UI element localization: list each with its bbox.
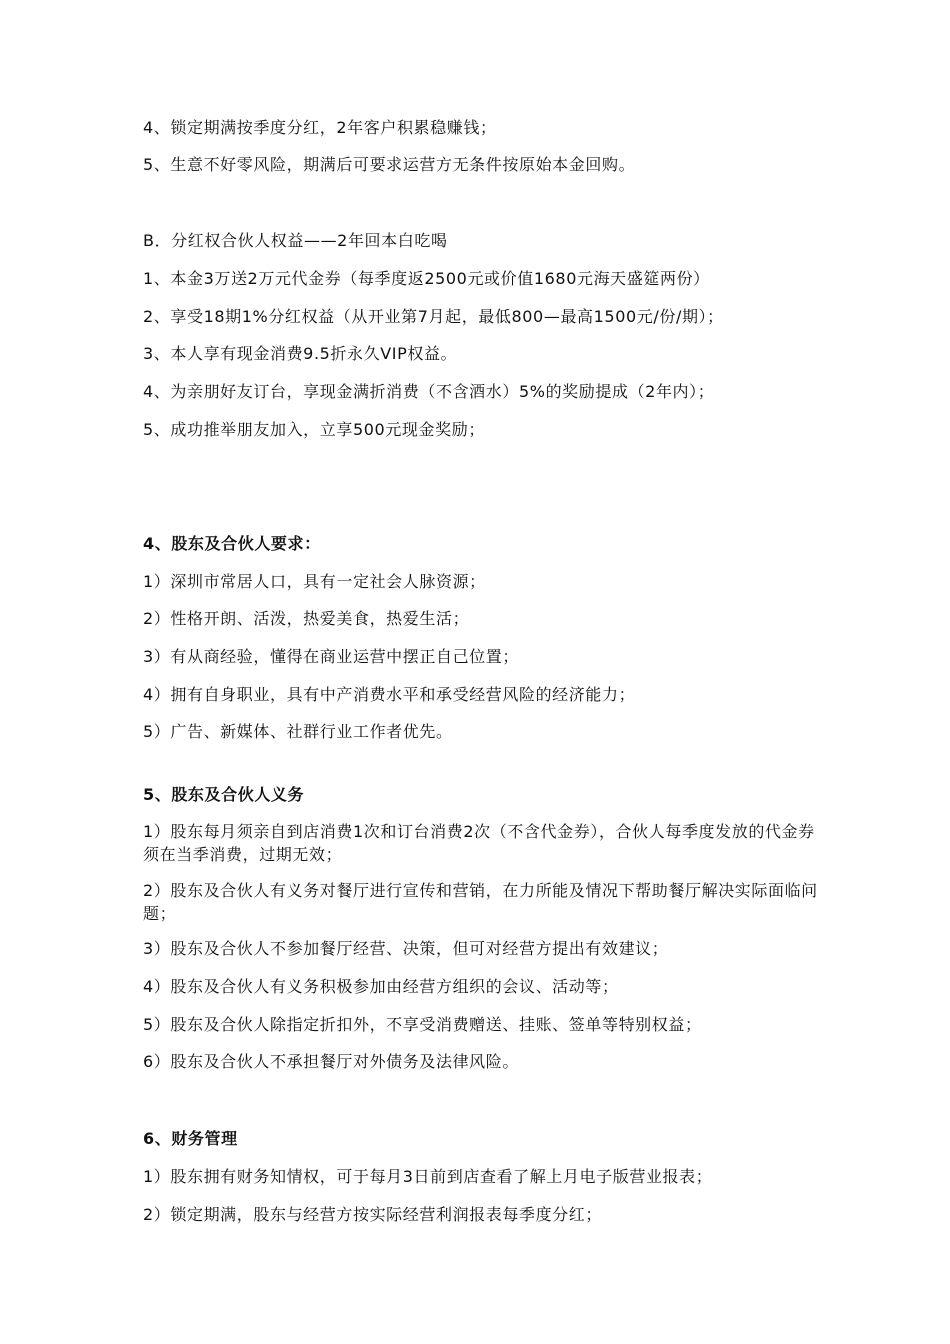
section-6-item-1: 1）股东拥有财务知情权，可于每月3日前到店查看了解上月电子版营业报表； (143, 1167, 713, 1186)
section-4-item-5: 5）广告、新媒体、社群行业工作者优先。 (143, 722, 453, 741)
section-5-item-5: 5）股东及合伙人除指定折扣外，不享受消费赠送、挂账、签单等特别权益； (143, 1015, 702, 1034)
section-6-item-2: 2）锁定期满，股东与经营方按实际经营利润报表每季度分红； (143, 1205, 602, 1224)
section-b-title: B．分红权合伙人权益——2年回本白吃喝 (143, 231, 448, 250)
section-b-item-3: 3、本人享有现金消费9.5折永久VIP权益。 (143, 344, 458, 363)
section-4-item-1: 1）深圳市常居人口，具有一定社会人脉资源； (143, 572, 486, 591)
section-5-heading: 5、股东及合伙人义务 (143, 785, 305, 804)
section-6-heading: 6、财务管理 (143, 1129, 238, 1148)
section-4-item-4: 4）拥有自身职业，具有中产消费水平和承受经营风险的经济能力； (143, 685, 636, 704)
section-a-item-4: 4、锁定期满按季度分红，2年客户积累稳赚钱； (143, 118, 497, 137)
section-b-item-4: 4、为亲朋好友订台，享现金满折消费（不含酒水）5%的奖励提成（2年内）； (143, 382, 715, 401)
section-5-item-4: 4）股东及合伙人有义务积极参加由经营方组织的会议、活动等； (143, 977, 619, 996)
section-5-item-3: 3）股东及合伙人不参加餐厅经营、决策，但可对经营方提出有效建议； (143, 939, 669, 958)
section-b-item-1: 1、本金3万送2万元代金券（每季度返2500元或价值1680元海天盛筵两份） (143, 269, 710, 288)
section-5-item-2: 2）股东及合伙人有义务对餐厅进行宣传和营销，在力所能及情况下帮助餐厅解决实际面临问题； (143, 881, 818, 923)
section-5-item-1: 1）股东每月须亲自到店消费1次和订台消费2次（不含代金券），合伙人每季度发放的代金券须在当季消费，过期无效； (143, 822, 815, 864)
section-a-item-5: 5、生意不好零风险，期满后可要求运营方无条件按原始本金回购。 (143, 155, 636, 174)
section-4-heading: 4、股东及合伙人要求： (143, 534, 321, 553)
section-b-item-5: 5、成功推举朋友加入，立享500元现金奖励； (143, 420, 485, 439)
section-5-item-6: 6）股东及合伙人不承担餐厅对外债务及法律风险。 (143, 1052, 519, 1071)
section-b-item-2: 2、享受18期1%分红权益（从开业第7月起，最低800—最高1500元/份/期）； (143, 307, 724, 326)
section-4-item-3: 3）有从商经验，懂得在商业运营中摆正自己位置； (143, 647, 519, 666)
section-4-item-2: 2）性格开朗、活泼，热爱美食，热爱生活； (143, 609, 470, 628)
